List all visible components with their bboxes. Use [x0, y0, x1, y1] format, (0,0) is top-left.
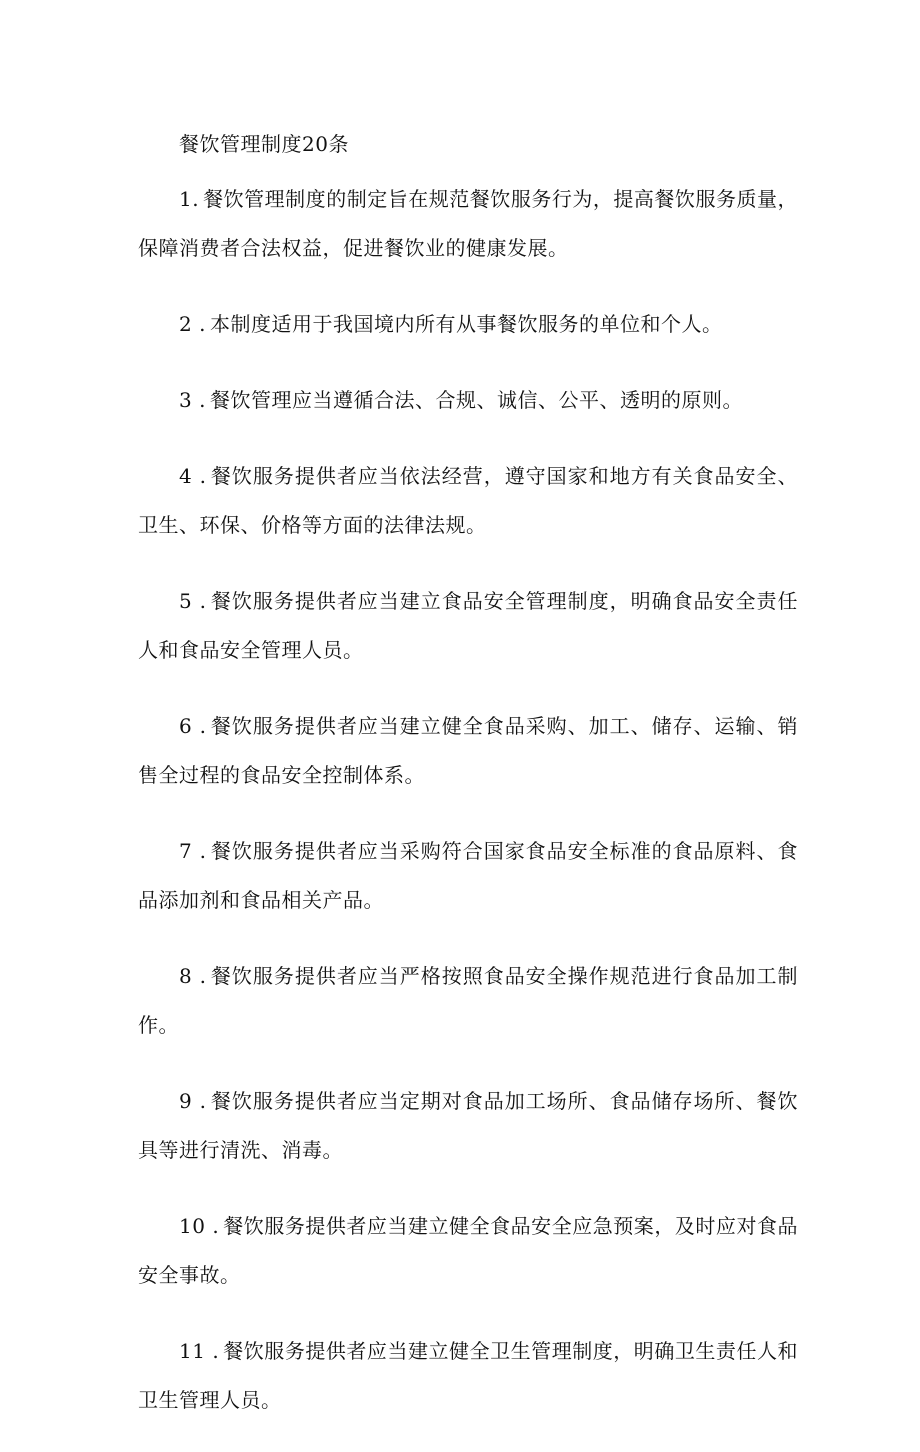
- clause-text: 餐饮服务提供者应当建立食品安全管理制度，明确食品安全责任人和食品安全管理人员。: [138, 589, 798, 662]
- clause-6: [138, 702, 798, 800]
- clause-number: 9 .: [179, 1089, 207, 1113]
- clause-number: 4 .: [179, 464, 207, 488]
- clause-text: 餐饮服务提供者应当依法经营，遵守国家和地方有关食品安全、卫生、环保、价格等方面的法律法规。: [138, 464, 798, 537]
- clause-text: 餐饮管理制度的制定旨在规范餐饮服务行为，提高餐饮服务质量，保障消费者合法权益，促进餐饮业的健康发展。: [138, 187, 798, 260]
- clause-text: 餐饮服务提供者应当定期对食品加工场所、食品储存场所、餐饮具等进行清洗、消毒。: [138, 1089, 798, 1162]
- clause-3: [138, 376, 798, 425]
- clause-number: 11 .: [179, 1339, 220, 1363]
- document-body: [138, 124, 798, 1452]
- clause-text: 餐饮服务提供者应当建立健全食品采购、加工、储存、运输、销售全过程的食品安全控制体系。: [138, 714, 798, 787]
- clause-number: 7 .: [179, 839, 207, 863]
- clause-4: [138, 452, 798, 550]
- clause-text: 餐饮服务提供者应当采购符合国家食品安全标准的食品原料、食品添加剂和食品相关产品。: [138, 839, 798, 912]
- clause-text: 餐饮管理应当遵循合法、合规、诚信、公平、透明的原则。: [209, 388, 743, 412]
- clause-number: 8 .: [179, 964, 207, 988]
- document-title: 餐饮管理制度20条: [179, 132, 349, 156]
- clause-number: 10 .: [179, 1214, 220, 1238]
- clause-text: 餐饮服务提供者应当建立健全食品安全应急预案，及时应对食品安全事故。: [138, 1214, 799, 1287]
- clause-11: [138, 1327, 798, 1425]
- clause-8: [138, 952, 798, 1050]
- clause-9: [138, 1077, 798, 1175]
- clause-number: 5 .: [179, 589, 207, 613]
- clause-1: [138, 175, 798, 273]
- clause-text: 餐饮服务提供者应当建立健全卫生管理制度，明确卫生责任人和卫生管理人员。: [138, 1339, 799, 1412]
- clause-number: 1.: [179, 187, 200, 211]
- clause-2: [138, 300, 798, 349]
- clause-text: 餐饮服务提供者应当严格按照食品安全操作规范进行食品加工制作。: [138, 964, 798, 1037]
- clause-number: 3 .: [179, 388, 206, 412]
- clause-number: 6 .: [179, 714, 207, 738]
- clause-number: 2 .: [179, 312, 206, 336]
- clause-7: [138, 827, 798, 925]
- clause-5: [138, 577, 798, 675]
- clause-text: 本制度适用于我国境内所有从事餐饮服务的单位和个人。: [209, 312, 723, 336]
- clause-10: [138, 1202, 798, 1300]
